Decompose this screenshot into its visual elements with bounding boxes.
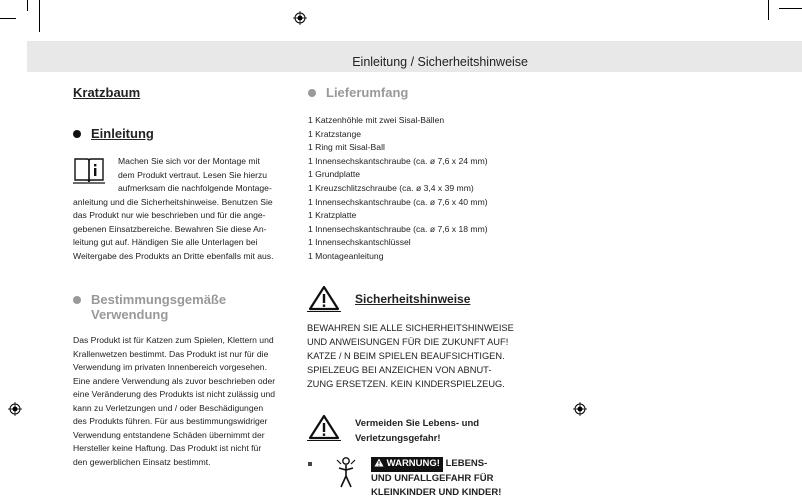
document-title: Kratzbaum <box>73 85 141 100</box>
bullet-icon <box>73 296 81 304</box>
safety-paragraph <box>307 321 537 391</box>
intended-use-paragraph <box>73 334 298 469</box>
text-line: LEBENS- <box>445 458 488 469</box>
warning-badge-text: WARNUNG! <box>386 458 440 469</box>
square-bullet-icon <box>308 462 312 466</box>
text-line: aufmerksam die nachfolgende Montage- <box>118 183 272 193</box>
text-line: UND ANWEISUNGEN FÜR DIE ZUKUNFT AUF! <box>307 337 509 347</box>
text-line: das Produkt nur wie beschrieben und für die ange- <box>73 210 266 220</box>
warning-triangle-icon <box>307 284 341 312</box>
intended-use-heading-line: Bestimmungsgemäße <box>91 292 227 307</box>
list-item: 1 Innensechskantschlüssel <box>308 237 411 248</box>
registration-mark-icon <box>8 402 22 416</box>
text-line: dem Produkt vertraut. Lesen Sie hierzu <box>118 169 268 180</box>
registration-mark-icon <box>573 402 587 416</box>
supply-heading-text: Lieferumfang <box>326 85 409 100</box>
crop-mark <box>0 18 16 19</box>
text-line: Hersteller keine Haftung. Das Produkt ist nicht für <box>73 443 262 453</box>
list-item: 1 Katzenhöhle mit zwei Sisal-Bällen <box>308 115 445 125</box>
supply-list <box>308 114 488 264</box>
text-line: des Produkts führen. Für aus bestimmungswidriger <box>73 416 268 426</box>
warning-badge <box>371 457 443 472</box>
crop-mark <box>39 0 40 32</box>
text-line: Machen Sie sich vor der Montage mit <box>118 156 260 166</box>
text-line: eine Veränderung des Produkts ist nicht zulässig und <box>73 389 276 399</box>
crop-mark <box>779 8 802 9</box>
text-line: Krallenwetzen bestimmt. Das Produkt ist nur für die <box>73 348 269 359</box>
text-line: Eine andere Verwendung als zuvor beschrieben oder <box>73 375 276 386</box>
intended-use-heading-line: Verwendung <box>91 307 169 322</box>
text-line: den gewerblichen Einsatz bestimmt. <box>73 456 211 467</box>
crop-mark <box>768 0 769 20</box>
text-line: gebenen Einsatzbereiche. Bewahren Sie diese An- <box>73 223 267 234</box>
list-item: 1 Kratzplatte <box>308 210 357 221</box>
intro-heading <box>73 126 154 141</box>
bullet-icon <box>308 89 316 97</box>
intro-heading-text: Einleitung <box>91 126 154 141</box>
list-item: 1 Kreuzschlitzschraube (ca. ø 3,4 x 39 mm) <box>308 182 474 193</box>
text-line: kann zu Verletzungen und / oder Beschädigungen <box>73 402 264 413</box>
text-line: anleitung und die Sicherheitshinweise. Benutzen Sie <box>73 196 273 207</box>
text-line: SPIELZEUG BEI ANZEICHEN VON ABNUT- <box>307 365 492 375</box>
child-danger-icon <box>335 456 357 490</box>
list-item: 1 Grundplatte <box>308 169 361 180</box>
text-line: Weitergabe des Produkts an Dritte ebenfalls mit aus. <box>73 250 274 261</box>
list-item: 1 Ring mit Sisal-Ball <box>308 142 385 153</box>
crop-mark <box>27 0 28 11</box>
intro-paragraph <box>73 155 293 263</box>
text-line: Das Produkt ist für Katzen zum Spielen, Klettern und <box>73 335 274 345</box>
list-item: 1 Innensechskantschraube (ca. ø 7,6 x 40 mm) <box>308 196 488 207</box>
warning-triangle-icon <box>307 413 341 441</box>
text-line: Verwendung im privaten Innenbereich vorgesehen. <box>73 362 267 372</box>
avoid-danger-note <box>355 417 525 446</box>
list-item: 1 Innensechskantschraube (ca. ø 7,6 x 24 mm) <box>308 155 488 166</box>
text-line: Vermeiden Sie Lebens- und <box>355 418 480 429</box>
warning-triangle-icon <box>374 458 384 467</box>
text-line: UND UNFALLGEFAHR FÜR <box>371 472 494 484</box>
text-line: Verwendung entstandene Schäden übernimmt der <box>73 429 265 440</box>
list-item: 1 Innensechskantschraube (ca. ø 7,6 x 18 mm) <box>308 223 488 234</box>
list-item: 1 Montageanleitung <box>308 250 384 261</box>
text-line: Verletzungsgefahr! <box>355 432 441 444</box>
registration-mark-icon <box>293 11 307 25</box>
text-line: BEWAHREN SIE ALLE SICHERHEITSHINWEISE <box>307 323 514 333</box>
safety-heading: Sicherheitshinweise <box>355 292 471 306</box>
text-line: ZUNG ERSETZEN. KEIN KINDERSPIELZEUG. <box>307 379 505 389</box>
text-line: KLEINKINDER UND KINDER! <box>371 487 502 498</box>
supply-heading <box>308 85 408 100</box>
intended-use-heading <box>73 292 226 322</box>
bullet-icon <box>73 130 81 138</box>
page-header-title: Einleitung / Sicherheitshinweise <box>352 55 528 69</box>
warning-block <box>371 457 541 501</box>
list-item: 1 Kratzstange <box>308 128 362 139</box>
text-line: KATZE / N BEIM SPIELEN BEAUFSICHTIGEN. <box>307 351 505 361</box>
text-line: leitung gut auf. Händigen Sie alle Unterlagen bei <box>73 237 258 247</box>
